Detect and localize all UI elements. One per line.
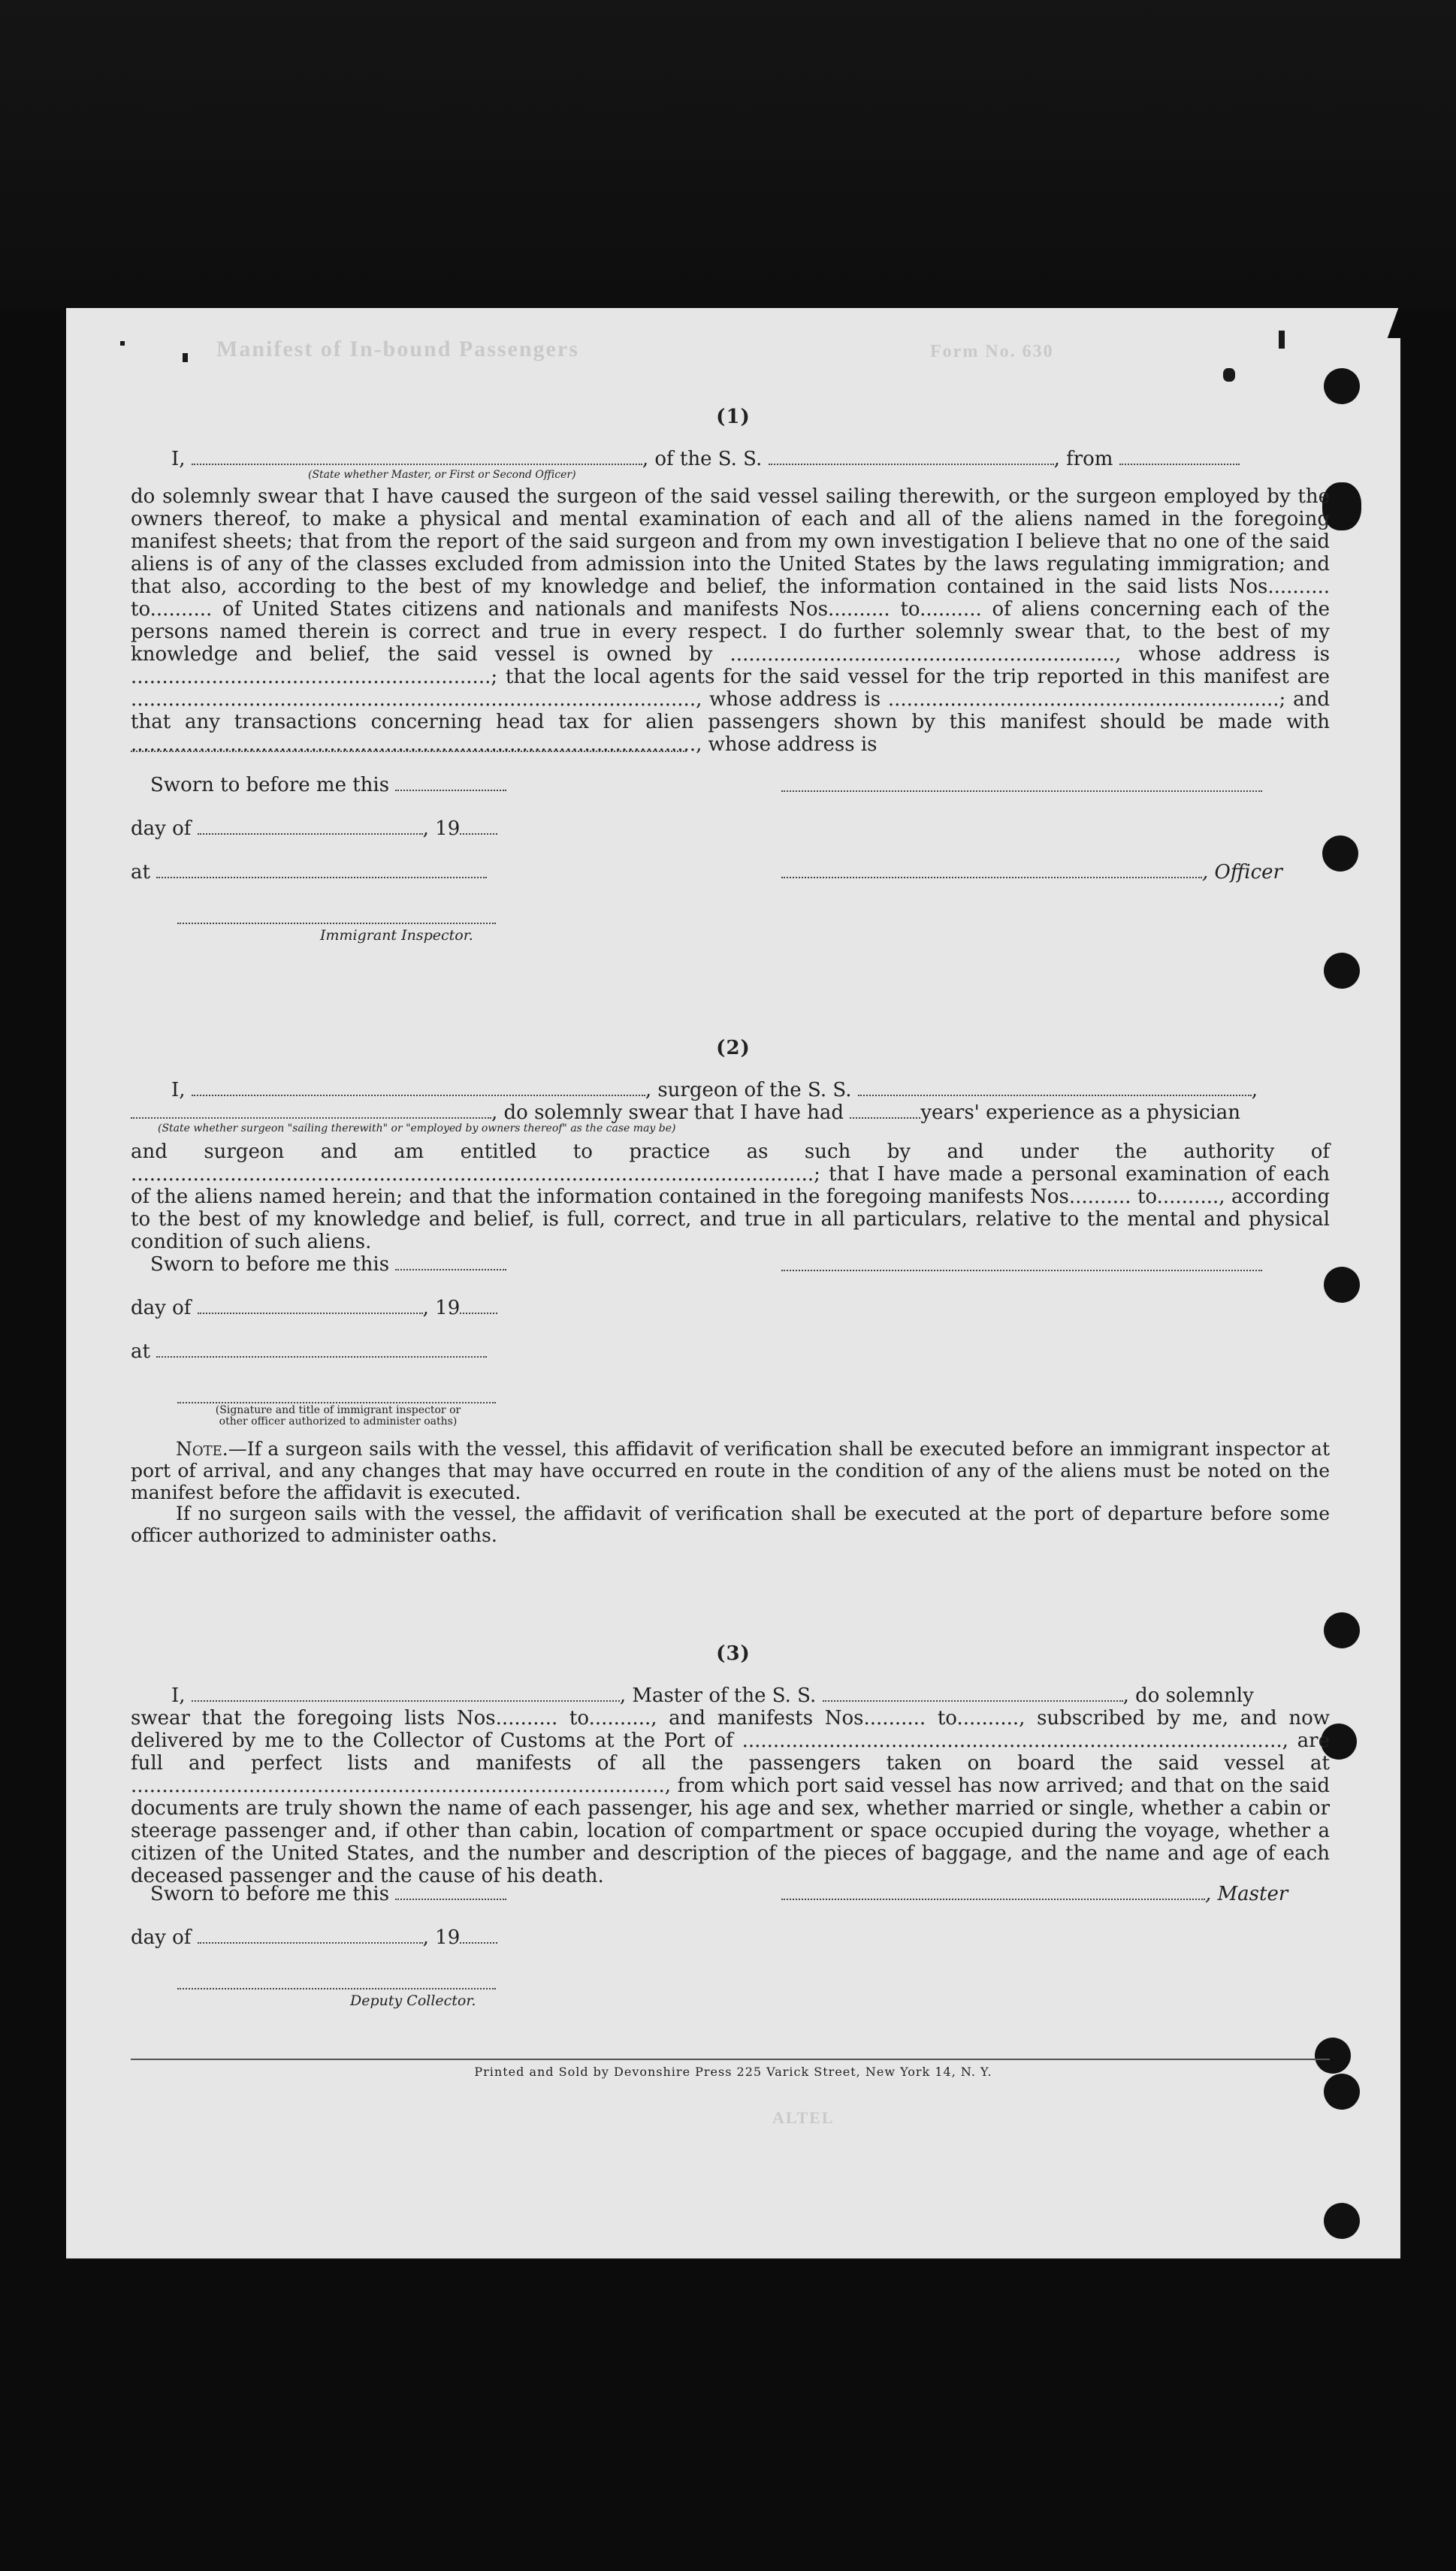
speck: [1279, 331, 1285, 349]
section-number-3: (3): [716, 1642, 751, 1665]
printer-footer: Printed and Sold by Devonshire Press 225 Varick Street, New York 14, N. Y.: [474, 2065, 992, 2079]
s3-paragraph: swear that the foregoing lists Nos.......... to.........., and manifests Nos.......... to.........., subscribed by me, and now delivered by me to the Collector of Customs at the Port of ......................................................................................., are full and perfect lists and manifests of all the passengers taken on board the said vessel at ......................................................................................, from which port said vessel has now arrived; and that on the said documents are truly shown the name of each passenger, his age and sex, whether married or single, whether a cabin or steerage passenger and, if other than cabin, location of compartment or space occupied during the voyage, whether a citizen of the United States, and the number and description of the pieces of baggage, and the name and age of each deceased passenger and the cause of his death.: [131, 1707, 1330, 1887]
section-number-1: (1): [716, 406, 751, 428]
s3-line-1: I, , Master of the S. S. , do solemnly: [171, 1684, 1254, 1707]
note-paragraph-1: Note.—If a surgeon sails with the vessel, this affidavit of verification shall be executed before an immigrant inspector at port of arrival, and any changes that may have occurred en route in the condition of any of the aliens must be noted on the manifest before the affidavit is executed.: [131, 1438, 1330, 1503]
s2-day-line: day of , 19: [131, 1297, 497, 1319]
s2-paragraph: and surgeon and am entitled to practice as such by and under the authority of ..............................................................................................................; that I have made a personal examination of each of the aliens named herein; and that the information contained in the foregoing manifests Nos.......... to.........., according to the best of my knowledge and belief, is full, correct, and true in all particulars, relative to the mental and physical condition of such aliens.: [131, 1140, 1330, 1253]
scan-background: [0, 0, 1456, 308]
s3-day-line: day of , 19: [131, 1926, 497, 1949]
section-number-2: (2): [716, 1037, 751, 1059]
s1-inspector-line: [177, 923, 496, 924]
punch-hole: [1324, 953, 1360, 989]
s1-line-1: I, , of the S. S. , from: [171, 448, 1240, 470]
s1-signature-line: [781, 790, 1262, 792]
s1-officer-line: , Officer: [781, 861, 1282, 884]
bleed-through-text: Manifest of In-bound Passengers: [216, 337, 579, 361]
speck: [1223, 368, 1235, 382]
speck: [183, 353, 188, 362]
s3-master-line: , Master: [781, 1883, 1288, 1905]
s1-inspector-label: Immigrant Inspector.: [320, 927, 473, 944]
bleed-through-text: ALTEL: [772, 2108, 835, 2127]
s2-inspector-label: (Signature and title of immigrant inspector or other officer authorized to administer oaths): [215, 1404, 461, 1427]
punch-hole: [1322, 835, 1358, 872]
s1-trailing-dots: [131, 735, 687, 757]
s2-inspector-line: [177, 1402, 496, 1403]
speck: [120, 341, 125, 346]
punch-hole: [1324, 2203, 1360, 2239]
s1-state-note: (State whether Master, or First or Second Officer): [308, 469, 576, 481]
punch-hole: [1324, 1267, 1360, 1303]
s3-sworn-line: Sworn to before me this: [150, 1883, 506, 1905]
footer-rule: [131, 2059, 1330, 2060]
s1-day-line: day of , 19: [131, 817, 497, 840]
s2-signature-line: [781, 1270, 1262, 1271]
s2-state-note: (State whether surgeon "sailing therewith" or "employed by owners thereof" as the case may be): [158, 1122, 676, 1134]
punch-hole: [1324, 2074, 1360, 2110]
s2-at-line: at: [131, 1340, 487, 1363]
s2-line-1: I, , surgeon of the S. S. ,: [171, 1079, 1258, 1101]
s3-collector-line: [177, 1988, 496, 1989]
form-page: [66, 308, 1400, 2258]
punch-hole: [1324, 368, 1360, 404]
s1-at-line: at: [131, 861, 487, 884]
bleed-through-text: Form No. 630: [930, 342, 1054, 361]
note-paragraph-2: If no surgeon sails with the vessel, the affidavit of verification shall be executed at the port of departure before some officer authorized to administer oaths.: [131, 1503, 1330, 1546]
s1-paragraph: do solemnly swear that I have caused the surgeon of the said vessel sailing therewith, or the surgeon employed by the owners thereof, to make a physical and mental examination of each and all of the aliens named in the foregoing manifest sheets; that from the report of the said surgeon and from my own investigation I believe that no one of the said aliens is of any of the classes excluded from admission into the United States by the laws regulating immigration; and that also, according to the best of my knowledge and belief, the information contained in the said lists Nos.......... to.......... of United States citizens and nationals and manifests Nos.......... to.......... of aliens concerning each of the persons named therein is correct and true in every respect. I do further solemnly swear that, to the best of my knowledge and belief, the said vessel is owned by .............................................................., whose address is ..........................................................; that the local agents for the said vessel for the trip reported in this manifest are ..........................................................................................., whose address is ...............................................................; and that any transactions concerning head tax for alien passengers shown by this manifest should be made with ..........................................................................................., whose address is: [131, 485, 1330, 756]
s2-sworn-line: Sworn to before me this: [150, 1253, 506, 1276]
s2-line-2: , do solemnly swear that I have had years' experience as a physician: [131, 1101, 1240, 1124]
s1-sworn-line: Sworn to before me this: [150, 774, 506, 796]
s3-collector-label: Deputy Collector.: [350, 1992, 476, 2009]
